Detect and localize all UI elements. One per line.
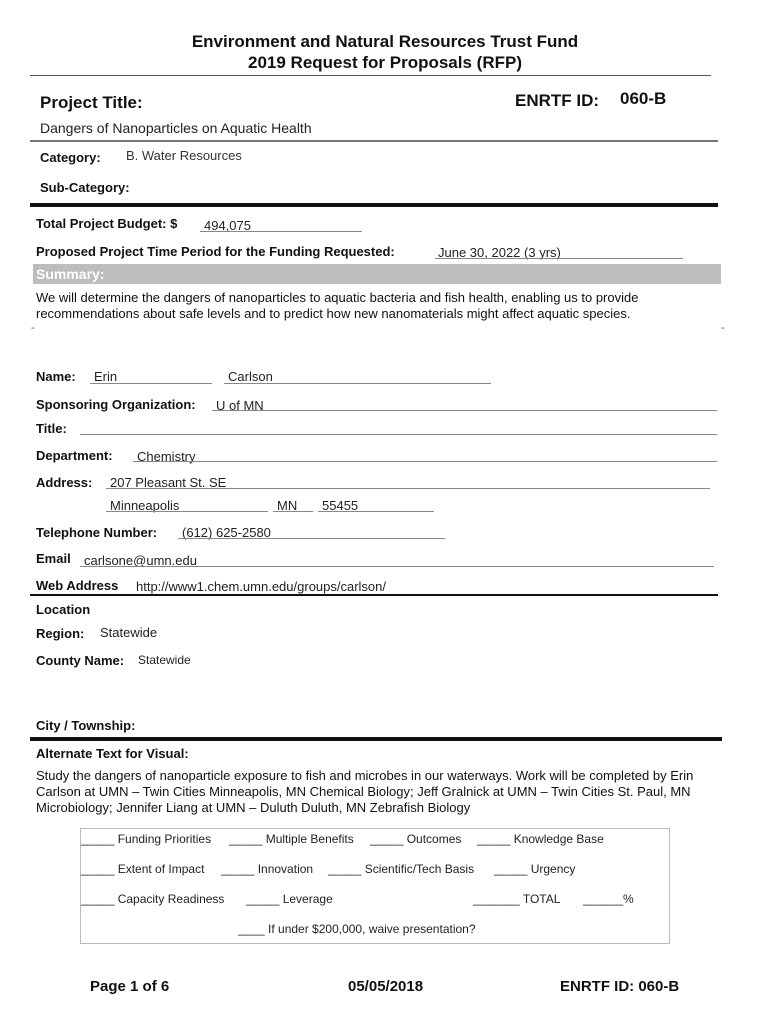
summary-bar: Summary: (33, 264, 721, 284)
region-label: Region: (36, 626, 85, 641)
city-township-label: City / Township: (36, 718, 136, 733)
enrtf-id-value: 060-B (620, 89, 667, 108)
header-divider (30, 75, 711, 76)
footer-enrtf-id: ENRTF ID: 060-B (560, 978, 680, 995)
city-value: Minneapolis (110, 498, 180, 513)
department-label: Department: (36, 448, 113, 463)
budget-underline (200, 231, 362, 232)
page-number: Page 1 of 6 (90, 978, 170, 995)
category-label: Category: (40, 150, 101, 165)
criterion-leverage: _____ Leverage (246, 892, 333, 906)
department-underline (133, 461, 717, 462)
project-title-value: Dangers of Nanoparticles on Aquatic Health (40, 120, 312, 136)
criterion-urgency: _____ Urgency (494, 862, 576, 876)
summary-marker-right: - (721, 322, 725, 334)
budget-label: Total Project Budget: $ (36, 216, 178, 231)
county-label: County Name: (36, 653, 125, 668)
criterion-extent-of-impact: _____ Extent of Impact (81, 862, 205, 876)
street-underline (106, 488, 710, 489)
criterion-scientific-tech-basis: _____ Scientific/Tech Basis (328, 862, 475, 876)
document-subtitle: 2019 Request for Proposals (RFP) (248, 53, 522, 72)
phone-underline (178, 538, 445, 539)
period-underline (435, 258, 683, 259)
criterion-capacity-readiness: _____ Capacity Readiness (81, 892, 225, 906)
project-title-label: Project Title: (40, 93, 143, 112)
section-divider (30, 203, 718, 207)
web-divider (30, 594, 718, 596)
first-name-underline (90, 383, 212, 384)
footer-date: 05/05/2018 (348, 978, 424, 995)
department-value: Chemistry (137, 449, 196, 464)
zip-value: 55455 (322, 498, 359, 513)
summary-text: We will determine the dangers of nanoparticles to aquatic bacteria and fish health, enabling us to provide recommendations about safe levels and to predict how new nanomaterials might affect aquatic species. (36, 290, 639, 321)
summary-marker-left: - (31, 322, 35, 334)
last-name-value: Carlson (228, 369, 273, 384)
document-title: Environment and Natural Resources Trust Fund (191, 32, 579, 51)
phone-value: (612) 625-2580 (182, 525, 271, 540)
location-label: Location (36, 602, 91, 617)
state-underline (273, 511, 313, 512)
review-box (80, 828, 670, 944)
first-name-value: Erin (94, 369, 118, 384)
total-field: _______ TOTAL (473, 892, 561, 906)
enrtf-id-label: ENRTF ID: (515, 91, 600, 110)
period-label: Proposed Project Time Period for the Funding Requested: (36, 244, 395, 259)
web-address-value: http://www1.chem.umn.edu/groups/carlson/ (136, 579, 387, 594)
criterion-innovation: _____ Innovation (221, 862, 314, 876)
subcategory-label: Sub-Category: (40, 180, 130, 195)
alt-text-value: Study the dangers of nanoparticle exposure to fish and microbes in our waterways. Work will be completed by Erin Carlson at UMN – Twin Cities Minneapolis, MN Chemical Biology; Jeff Gralnick at UMN – Twin Cities St. Paul, MN Microbiology; Jennifer Liang at UMN – Duluth Duluth, MN Zebrafish Biology (36, 768, 694, 815)
state-value: MN (277, 498, 298, 513)
web-address-label: Web Address (36, 578, 119, 593)
title-underline (80, 434, 717, 435)
criterion-knowledge-base: _____ Knowledge Base (477, 832, 604, 846)
county-value: Statewide (138, 653, 191, 667)
email-label: Email (36, 551, 71, 566)
street-value: 207 Pleasant St. SE (110, 475, 227, 490)
zip-underline (318, 511, 434, 512)
alt-text-label: Alternate Text for Visual: (36, 746, 189, 761)
organization-underline (212, 410, 717, 411)
category-value: B. Water Resources (126, 148, 242, 163)
criterion-outcomes: _____ Outcomes (370, 832, 462, 846)
percent-field: ______% (583, 892, 634, 906)
criterion-multiple-benefits: _____ Multiple Benefits (229, 832, 354, 846)
phone-label: Telephone Number: (36, 525, 158, 540)
email-value: carlsone@umn.edu (84, 553, 197, 568)
budget-value: 494,075 (204, 218, 251, 233)
title-label: Title: (36, 421, 67, 436)
waive-presentation-field: ____ If under $200,000, waive presentation? (238, 922, 476, 936)
period-value: June 30, 2022 (3 yrs) (438, 245, 561, 260)
city-underline (106, 511, 268, 512)
title-divider (30, 140, 718, 142)
email-underline (80, 566, 714, 567)
address-label: Address: (36, 475, 93, 490)
region-value: Statewide (100, 625, 158, 640)
criterion-funding-priorities: _____ Funding Priorities (81, 832, 212, 846)
organization-label: Sponsoring Organization: (36, 397, 196, 412)
location-divider (30, 737, 722, 741)
last-name-underline (224, 383, 491, 384)
name-label: Name: (36, 369, 76, 384)
organization-value: U of MN (216, 398, 264, 413)
